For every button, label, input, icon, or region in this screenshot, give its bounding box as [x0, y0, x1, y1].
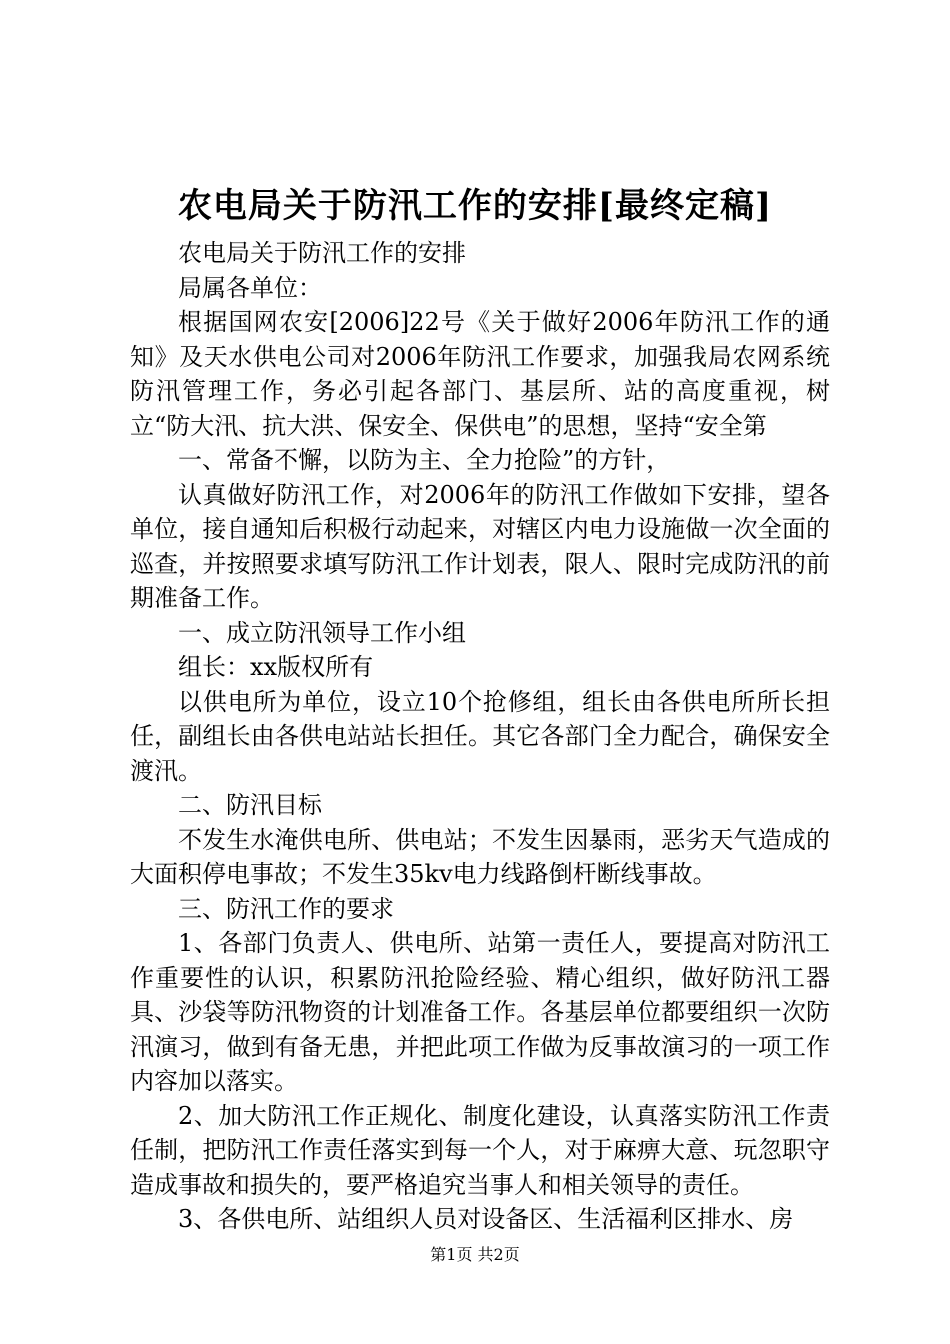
document-title: 农电局关于防汛工作的安排[最终定稿] — [177, 186, 773, 226]
subtitle-paragraph: 农电局关于防汛工作的安排 — [178, 239, 466, 267]
page-number-footer: 第1页 共2页 — [430, 1245, 520, 1264]
section-heading: 二、防汛目标 — [178, 791, 322, 819]
body-paragraph: 3、各供电所、站组织人员对设备区、生活福利区排水、房 — [178, 1205, 794, 1233]
body-paragraph: 组长：xx版权所有 — [178, 653, 374, 681]
body-paragraph: 2、加大防汛工作正规化、制度化建设，认真落实防汛工作责任制，把防汛工作责任落实到每一个人，对于麻痹大意、玩忽职守造成事故和损失的，要严格追究当事人和相关领导的责任。 — [130, 1101, 830, 1199]
body-paragraph: 不发生水淹供电所、供电站；不发生因暴雨，恶劣天气造成的大面积停电事故；不发生35kv电力线路倒杆断线事故。 — [130, 825, 830, 888]
salutation-paragraph: 局属各单位： — [178, 273, 322, 302]
section-heading: 一、成立防汛领导工作小组 — [178, 618, 466, 647]
document-body — [130, 236, 830, 1237]
body-paragraph: 1、各部门负责人、供电所、站第一责任人，要提高对防汛工作重要性的认识，积累防汛抢险经验、精心组织，做好防汛工器具、沙袋等防汛物资的计划准备工作。各基层单位都要组织一次防汛演习，做到有备无患，并把此项工作做为反事故演习的一项工作内容加以落实。 — [130, 929, 830, 1095]
body-paragraph: 一、常备不懈，以防为主、全力抢险”的方针， — [178, 446, 671, 474]
section-heading: 三、防汛工作的要求 — [178, 894, 394, 923]
body-paragraph: 以供电所为单位，设立10个抢修组，组长由各供电所所长担任，副组长由各供电站站长担任。其它各部门全力配合，确保安全渡汛。 — [130, 687, 830, 785]
body-paragraph: 根据国网农安[2006]22号《关于做好2006年防汛工作的通知》及天水供电公司对2006年防汛工作要求，加强我局农网系统防汛管理工作，务必引起各部门、基层所、站的高度重视，树立“防大汛、抗大洪、保安全、保供电”的思想，坚持“安全第 — [130, 308, 830, 440]
body-paragraph: 认真做好防汛工作，对2006年的防汛工作做如下安排，望各单位，接自通知后积极行动起来，对辖区内电力设施做一次全面的巡查，并按照要求填写防汛工作计划表，限人、限时完成防汛的前期准备工作。 — [130, 480, 830, 612]
